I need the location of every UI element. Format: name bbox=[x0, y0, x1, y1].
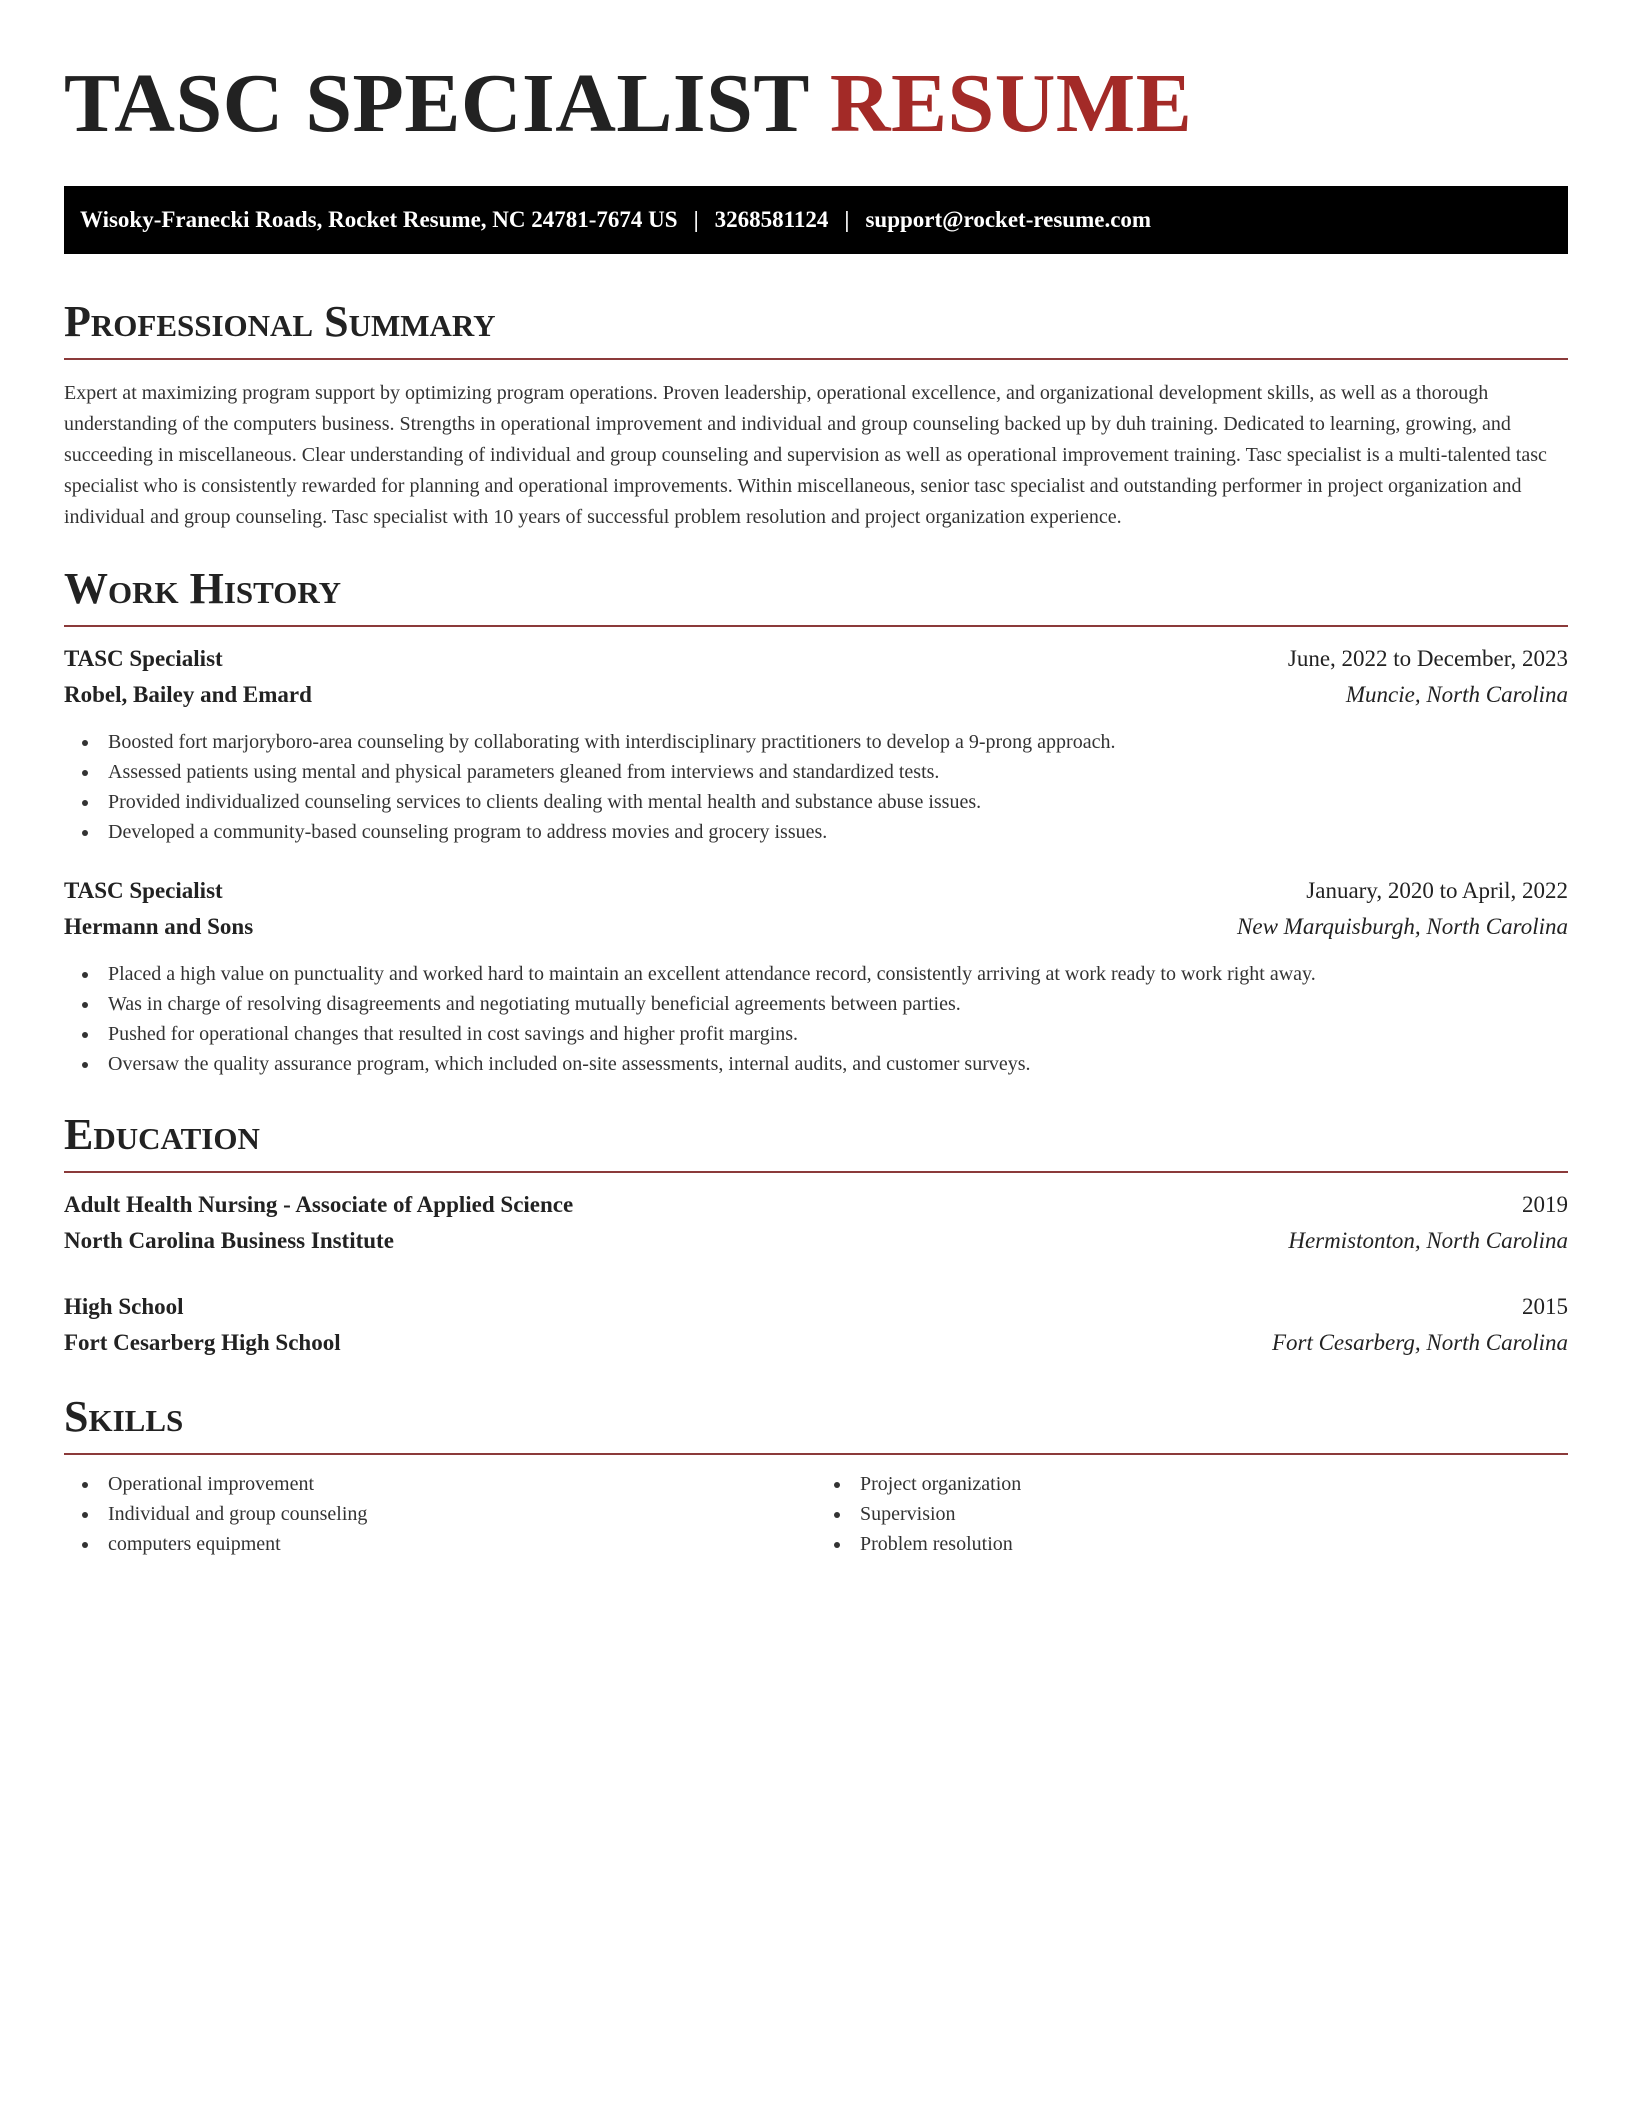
job-bullet: Developed a community-based counseling program to address movies and grocery issues. bbox=[80, 817, 1568, 847]
job-title: TASC Specialist bbox=[64, 878, 223, 903]
section-divider bbox=[64, 1453, 1568, 1455]
job-entry bbox=[64, 873, 1568, 1079]
resume-title bbox=[64, 56, 1568, 152]
job-company: Robel, Bailey and Emard bbox=[64, 682, 312, 707]
education-heading: Education bbox=[64, 1110, 260, 1159]
resume-title-word: RESUME bbox=[829, 57, 1193, 150]
education-degree: Adult Health Nursing - Associate of Applied Science bbox=[64, 1192, 574, 1217]
education-year: 2019 bbox=[1522, 1192, 1568, 1217]
job-bullet: Was in charge of resolving disagreements and negotiating mutually beneficial agreements between parties. bbox=[80, 989, 1568, 1019]
skill-item: Operational improvement bbox=[80, 1469, 816, 1499]
education-school: North Carolina Business Institute bbox=[64, 1228, 394, 1253]
skill-item: Supervision bbox=[832, 1499, 1568, 1529]
contact-bar bbox=[64, 186, 1568, 254]
education-year: 2015 bbox=[1522, 1294, 1568, 1319]
education-degree-row bbox=[64, 1289, 1568, 1325]
skill-item: Problem resolution bbox=[832, 1529, 1568, 1559]
skills-column-right bbox=[816, 1469, 1568, 1559]
job-bullet: Assessed patients using mental and physical parameters gleaned from interviews and standardized tests. bbox=[80, 757, 1568, 787]
skills-column-left bbox=[64, 1469, 816, 1559]
job-title: TASC Specialist bbox=[64, 646, 223, 671]
education-entry bbox=[64, 1187, 1568, 1259]
education-location: Hermistonton, North Carolina bbox=[1288, 1228, 1568, 1253]
education-degree-row bbox=[64, 1187, 1568, 1223]
contact-phone: 3268581124 bbox=[714, 207, 829, 232]
education-degree: High School bbox=[64, 1294, 184, 1319]
job-location: New Marquisburgh, North Carolina bbox=[1237, 914, 1568, 939]
contact-address: Wisoky-Franecki Roads, Rocket Resume, NC 24781-7674 US bbox=[80, 207, 678, 232]
job-company-row bbox=[64, 909, 1568, 945]
summary-heading: Professional Summary bbox=[64, 297, 496, 346]
job-company: Hermann and Sons bbox=[64, 914, 254, 939]
contact-separator: | bbox=[693, 207, 699, 232]
education-school: Fort Cesarberg High School bbox=[64, 1330, 341, 1355]
section-divider bbox=[64, 625, 1568, 627]
contact-separator: | bbox=[844, 207, 850, 232]
summary-text: Expert at maximizing program support by optimizing program operations. Proven leadership, operational excellence, and organizational development skills, as well as a thorough understanding of the computers business. Strengths in operational improvement and individual and group counseling backed up by duh training. Dedicated to learning, growing, and succeeding in miscellaneous. Clear understanding of individual and group counseling and supervision as well as operational improvement training. Tasc specialist is a multi-talented tasc specialist who is consistently rewarded for planning and operational improvements. Within miscellaneous, senior tasc specialist and outstanding performer in project organization and individual and group counseling. Tasc specialist with 10 years of successful problem resolution and project organization experience. bbox=[64, 382, 1547, 528]
job-dates: June, 2022 to December, 2023 bbox=[1287, 646, 1568, 671]
skills-heading: Skills bbox=[64, 1392, 184, 1441]
job-bullet: Oversaw the quality assurance program, which included on-site assessments, internal audits, and customer surveys. bbox=[80, 1049, 1568, 1079]
job-company-row bbox=[64, 677, 1568, 713]
job-bullet: Pushed for operational changes that resulted in cost savings and higher profit margins. bbox=[80, 1019, 1568, 1049]
section-divider bbox=[64, 1171, 1568, 1173]
education-location: Fort Cesarberg, North Carolina bbox=[1271, 1330, 1568, 1355]
education-school-row bbox=[64, 1223, 1568, 1259]
job-location: Muncie, North Carolina bbox=[1345, 682, 1568, 707]
job-bullets bbox=[64, 959, 1568, 1079]
skill-item: Project organization bbox=[832, 1469, 1568, 1499]
job-header-row bbox=[64, 873, 1568, 909]
job-bullets bbox=[64, 727, 1568, 847]
resume-title-role: TASC SPECIALIST bbox=[64, 57, 809, 150]
skill-item: computers equipment bbox=[80, 1529, 816, 1559]
job-entry bbox=[64, 641, 1568, 847]
job-dates: January, 2020 to April, 2022 bbox=[1306, 878, 1568, 903]
job-bullet: Provided individualized counseling services to clients dealing with mental health and substance abuse issues. bbox=[80, 787, 1568, 817]
education-school-row bbox=[64, 1325, 1568, 1361]
job-bullet: Boosted fort marjoryboro-area counseling by collaborating with interdisciplinary practitioners to develop a 9-prong approach. bbox=[80, 727, 1568, 757]
skill-item: Individual and group counseling bbox=[80, 1499, 816, 1529]
skills-list bbox=[816, 1469, 1568, 1559]
skills-grid bbox=[64, 1469, 1568, 1559]
contact-email: support@rocket-resume.com bbox=[865, 207, 1152, 232]
job-bullet: Placed a high value on punctuality and worked hard to maintain an excellent attendance record, consistently arriving at work ready to work right away. bbox=[80, 959, 1568, 989]
work-history-heading: Work History bbox=[64, 564, 342, 613]
job-header-row bbox=[64, 641, 1568, 677]
skills-list bbox=[64, 1469, 816, 1559]
section-divider bbox=[64, 358, 1568, 360]
education-entry bbox=[64, 1289, 1568, 1361]
